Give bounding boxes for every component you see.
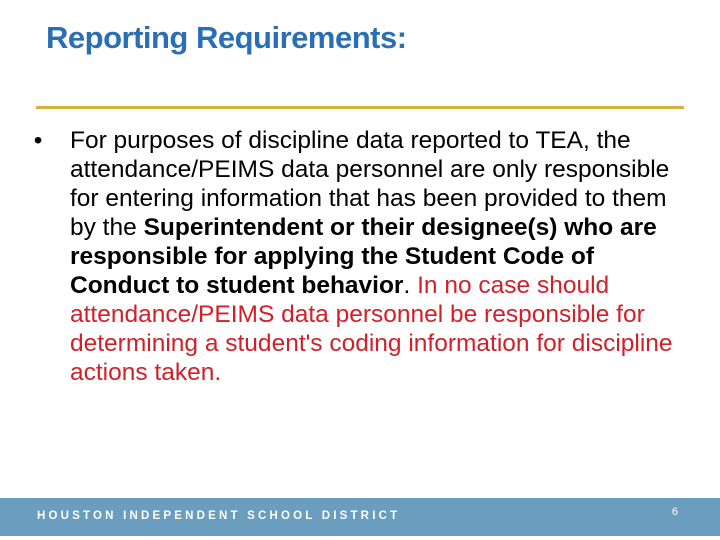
bullet-item <box>28 126 678 387</box>
bullet-list <box>28 126 678 387</box>
bullet-text-warning: In no case should attendance/PEIMS data personnel be responsible for determining a student's coding information for discipline actions taken. <box>70 272 673 386</box>
page-number: 6 <box>671 506 678 518</box>
bullet-text-period: . <box>403 272 418 299</box>
bullet-text-emphasis: Superintendent or their designee(s) who are responsible for applying the Student Code of Conduct to student behavior <box>70 214 657 299</box>
bullet-marker: • <box>33 127 43 154</box>
slide-title: Reporting Requirements: <box>46 20 407 55</box>
footer-organization: HOUSTON INDEPENDENT SCHOOL DISTRICT <box>37 510 401 522</box>
title-divider <box>36 106 684 109</box>
footer-bar <box>0 498 720 536</box>
bullet-text-intro: For purposes of discipline data reported to TEA, the attendance/PEIMS data personnel are only responsible for entering information that has been provided to them by the <box>70 127 670 241</box>
